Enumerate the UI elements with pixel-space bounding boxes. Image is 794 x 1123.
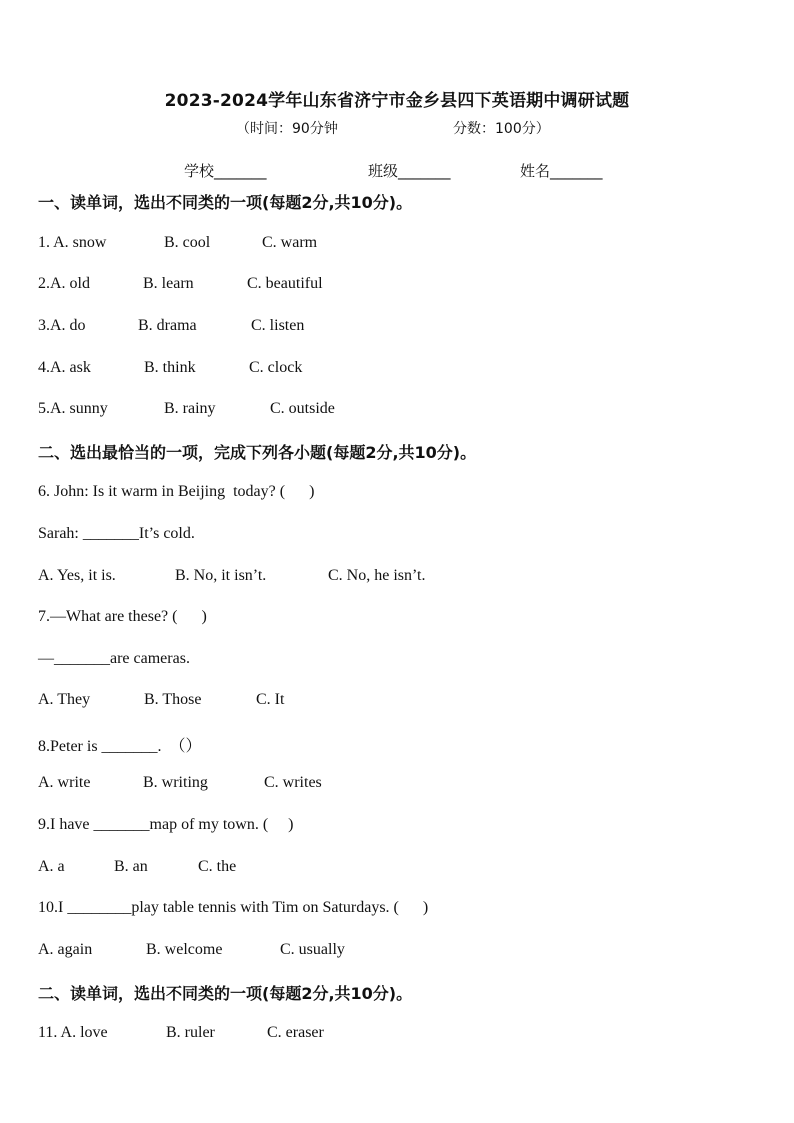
question-8-option-a: A. write — [38, 774, 91, 791]
class-field: 班级_______ — [368, 162, 451, 180]
question-8-option-b: B. writing — [143, 774, 208, 791]
question-2-option-b: B. learn — [143, 275, 194, 292]
question-3-option-a: 3.A. do — [38, 317, 86, 334]
question-8-option-c: C. writes — [264, 774, 322, 791]
question-4-option-b: B. think — [144, 359, 196, 376]
question-9-stem: 9.I have _______map of my town. ( ) — [38, 816, 294, 833]
question-5-option-b: B. rainy — [164, 400, 216, 417]
question-7-option-c: C. It — [256, 691, 285, 708]
question-4-option-a: 4.A. ask — [38, 359, 91, 376]
question-2-option-c: C. beautiful — [247, 275, 323, 292]
section-heading: 二、读单词，选出不同类的一项(每题2分,共10分)。 — [38, 984, 413, 1003]
question-1-option-c: C. warm — [262, 234, 318, 251]
exam-time: （时间：90分钟 — [236, 121, 338, 137]
question-5-option-a: 5.A. sunny — [38, 400, 108, 417]
question-6-dialogue: Sarah: _______It’s cold. — [38, 525, 195, 542]
question-8-stem: 8.Peter is _______. （） — [38, 738, 202, 755]
question-9-option-c: C. the — [198, 858, 237, 875]
question-7-dialogue: —_______are cameras. — [38, 650, 190, 667]
question-6-option-b: B. No, it isn’t. — [175, 567, 267, 584]
exam-score: 分数：100分） — [453, 121, 550, 137]
question-7-option-b: B. Those — [144, 691, 202, 708]
question-3-option-b: B. drama — [138, 317, 197, 334]
section-heading: 二、选出最恰当的一项，完成下列各小题(每题2分,共10分)。 — [38, 443, 477, 462]
question-10-option-a: A. again — [38, 941, 93, 958]
question-9-option-b: B. an — [114, 858, 148, 875]
question-4-option-c: C. clock — [249, 359, 303, 376]
section-heading: 一、读单词，选出不同类的一项(每题2分,共10分)。 — [38, 193, 413, 212]
question-10-option-c: C. usually — [280, 941, 345, 958]
question-2-option-a: 2.A. old — [38, 275, 90, 292]
question-5-option-c: C. outside — [270, 400, 335, 417]
question-11-option-a: 11. A. love — [38, 1024, 108, 1041]
question-6-option-c: C. No, he isn’t. — [328, 567, 426, 584]
question-11-option-c: C. eraser — [267, 1024, 324, 1041]
exam-title: 2023-2024学年山东省济宁市金乡县四下英语期中调研试题 — [164, 91, 630, 111]
question-7-stem: 7.—What are these? ( ) — [38, 608, 207, 625]
question-1-option-a: 1. A. snow — [38, 234, 107, 251]
question-6-stem: 6. John: Is it warm in Beijing today? ( ) — [38, 483, 315, 500]
question-10-stem: 10.I ________play table tennis with Tim on Saturdays. ( ) — [38, 899, 429, 916]
question-11-option-b: B. ruler — [166, 1024, 215, 1041]
name-field: 姓名_______ — [520, 162, 603, 180]
question-7-option-a: A. They — [38, 691, 91, 708]
school-field: 学校_______ — [184, 162, 267, 180]
question-9-option-a: A. a — [38, 858, 65, 875]
question-6-option-a: A. Yes, it is. — [38, 567, 116, 584]
question-3-option-c: C. listen — [251, 317, 305, 334]
question-1-option-b: B. cool — [164, 234, 211, 251]
question-10-option-b: B. welcome — [146, 941, 223, 958]
